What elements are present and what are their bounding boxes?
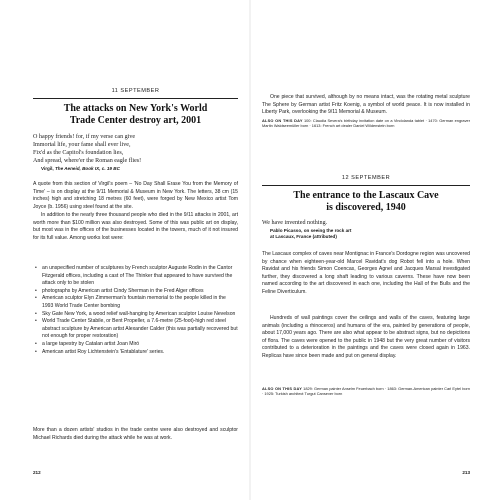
attribution-work: The Aeneid, Book IX, c. 19 BC [54, 166, 120, 171]
title-line: Trade Center destroy art, 2001 [69, 115, 202, 126]
also-text: 100: Claudia Severa's birthday invitation date on a Vindolanda tablet · 1470: German engraver Martin Waldseemüller born · 1613: French art dealer Daniel Wildenstein born [262, 118, 470, 129]
paragraph: The Lascaux complex of caves near Montignac in France's Dordogne region was uncovered by chance when eighteen-year-old Marcel Ravidat's dog Robot fell into a hole. When Ravidat and his friends Simon Coencas, Georges Agnel and Jacques Marsal investigated further, they discovered a long shaft leading to various caverns. These have now been named according to the art discovered in each one, including the Hall of the Bulls and the Feline Diverticulum. [262, 251, 470, 295]
page-number: 213 [462, 470, 470, 475]
page-number: 212 [33, 470, 41, 475]
title-line: The entrance to the Lascaux Cave [293, 190, 439, 201]
book-gutter [249, 0, 251, 500]
list-item: • an unspecified number of sculptures by French sculptor Auguste Rodin in the Cantor Fitzgerald offices, including a cast of The Thinker that appeared to have survived the attack only to be stolen [35, 265, 233, 287]
title-line: The attacks on New York's World [63, 103, 208, 114]
title-line: is discovered, 1940 [326, 202, 406, 213]
heading-rule [262, 185, 470, 186]
quote-text: We have invented nothing. [262, 220, 328, 226]
attribution-author: Virgil, [41, 166, 54, 171]
verse-line: Immortal life, your fame shall ever live, [33, 142, 131, 148]
list-item: • Sky Gate New York, a wood relief wall-hanging by American sculptor Louise Nevelson [35, 310, 236, 317]
list-item: • photographs by American artist Cindy Sherman in the Fred Alger offices [35, 287, 204, 294]
verse-attribution [33, 166, 238, 171]
lost-works-list [33, 265, 238, 356]
also-label: ALSO ON THIS DAY [262, 118, 303, 123]
list-item: • American artist Roy Lichtenstein's 'Entablature' series. [35, 348, 165, 355]
list-item: • American sculptor Elyn Zimmerman's fountain memorial to the people killed in the 1993 World Trade Center bombing [35, 295, 226, 309]
epigraph-quote [262, 219, 470, 240]
quote-attribution: Pablo Picasso, on seeing the rock art [270, 228, 352, 233]
also-on-this-day [262, 386, 470, 397]
paragraph: One piece that survived, although by no means intact, was the rotating metal sculpture The Sphere by German artist Fritz Koenig, a symbol of world peace. It is now installed in Liberty Park, overlooking the 9/11 Memorial & Museum. [262, 94, 470, 116]
left-page [33, 0, 238, 500]
date-heading: 12 SEPTEMBER [341, 175, 391, 181]
list-item: • a large tapestry by Catalan artist Joan Miró [35, 340, 140, 347]
paragraph: A quote from this section of Virgil's poem – 'No Day Shall Erase You from the Memory of Time' – is on display at the 9/11 Memorial & Museum in New York. The letters, 38 cm (15 inches) high and stretching 18 metres (60 feet), were forged by New Mexico artist Tom Joyce (b. 1956) using steel found at the site. [33, 181, 238, 210]
also-label: ALSO ON THIS DAY [262, 386, 302, 391]
also-text: 1829: German painter Anselm Feuerbach born · 1863: German-American painter Carl Eytel born · 1925: Turkish architect Turgut Cansever born [262, 386, 470, 397]
paragraph: Hundreds of wall paintings cover the ceilings and walls of the caves, featuring large animals (including a rhinoceros) and humans of the era, painted by generations of people, about 17,000 years ago. There are also what appear to be abstract signs, but no depictions of flora. The caves were opened to the public in 1948 but the very great number of visitors contributed to a deterioration in the paintings and the caves were closed again in 1963. Replicas have since been made and put on general display. [262, 315, 470, 359]
also-on-this-day [262, 118, 470, 129]
date-heading: 11 SEPTEMBER [111, 88, 160, 94]
verse-line: Fix'd as the Capitol's foundation lies, [33, 150, 124, 156]
verse-line: And spread, where'er the Roman eagle flies! [33, 158, 142, 164]
right-page [262, 0, 470, 500]
verse-line: O happy friends! for, if my verse can give [33, 134, 136, 140]
heading-rule [33, 98, 238, 99]
entry-title [33, 103, 238, 127]
paragraph: In addition to the nearly three thousand people who died in the 9/11 attacks in 2001, art worth more than $100 million was also destroyed. Some of this was public art on display, but most was in the offices of the businesses located in the towers, much of it not insured for its full value. Among works lost were: [33, 212, 238, 241]
list-item: • World Trade Center Stabile, or Bent Propeller, a 7.6-metre (25-foot)-high red steel abstract sculpture by American artist Alexander Calder (this was partially recovered but not enough for proper restoration) [35, 318, 238, 340]
quote-attribution: at Lascaux, France (attributed) [270, 234, 337, 239]
epigraph-verse [33, 133, 238, 171]
entry-title [262, 190, 470, 214]
paragraph: More than a dozen artists' studios in the trade centre were also destroyed and sculptor Michael Richards died during the attack while he was at work. [33, 427, 238, 441]
